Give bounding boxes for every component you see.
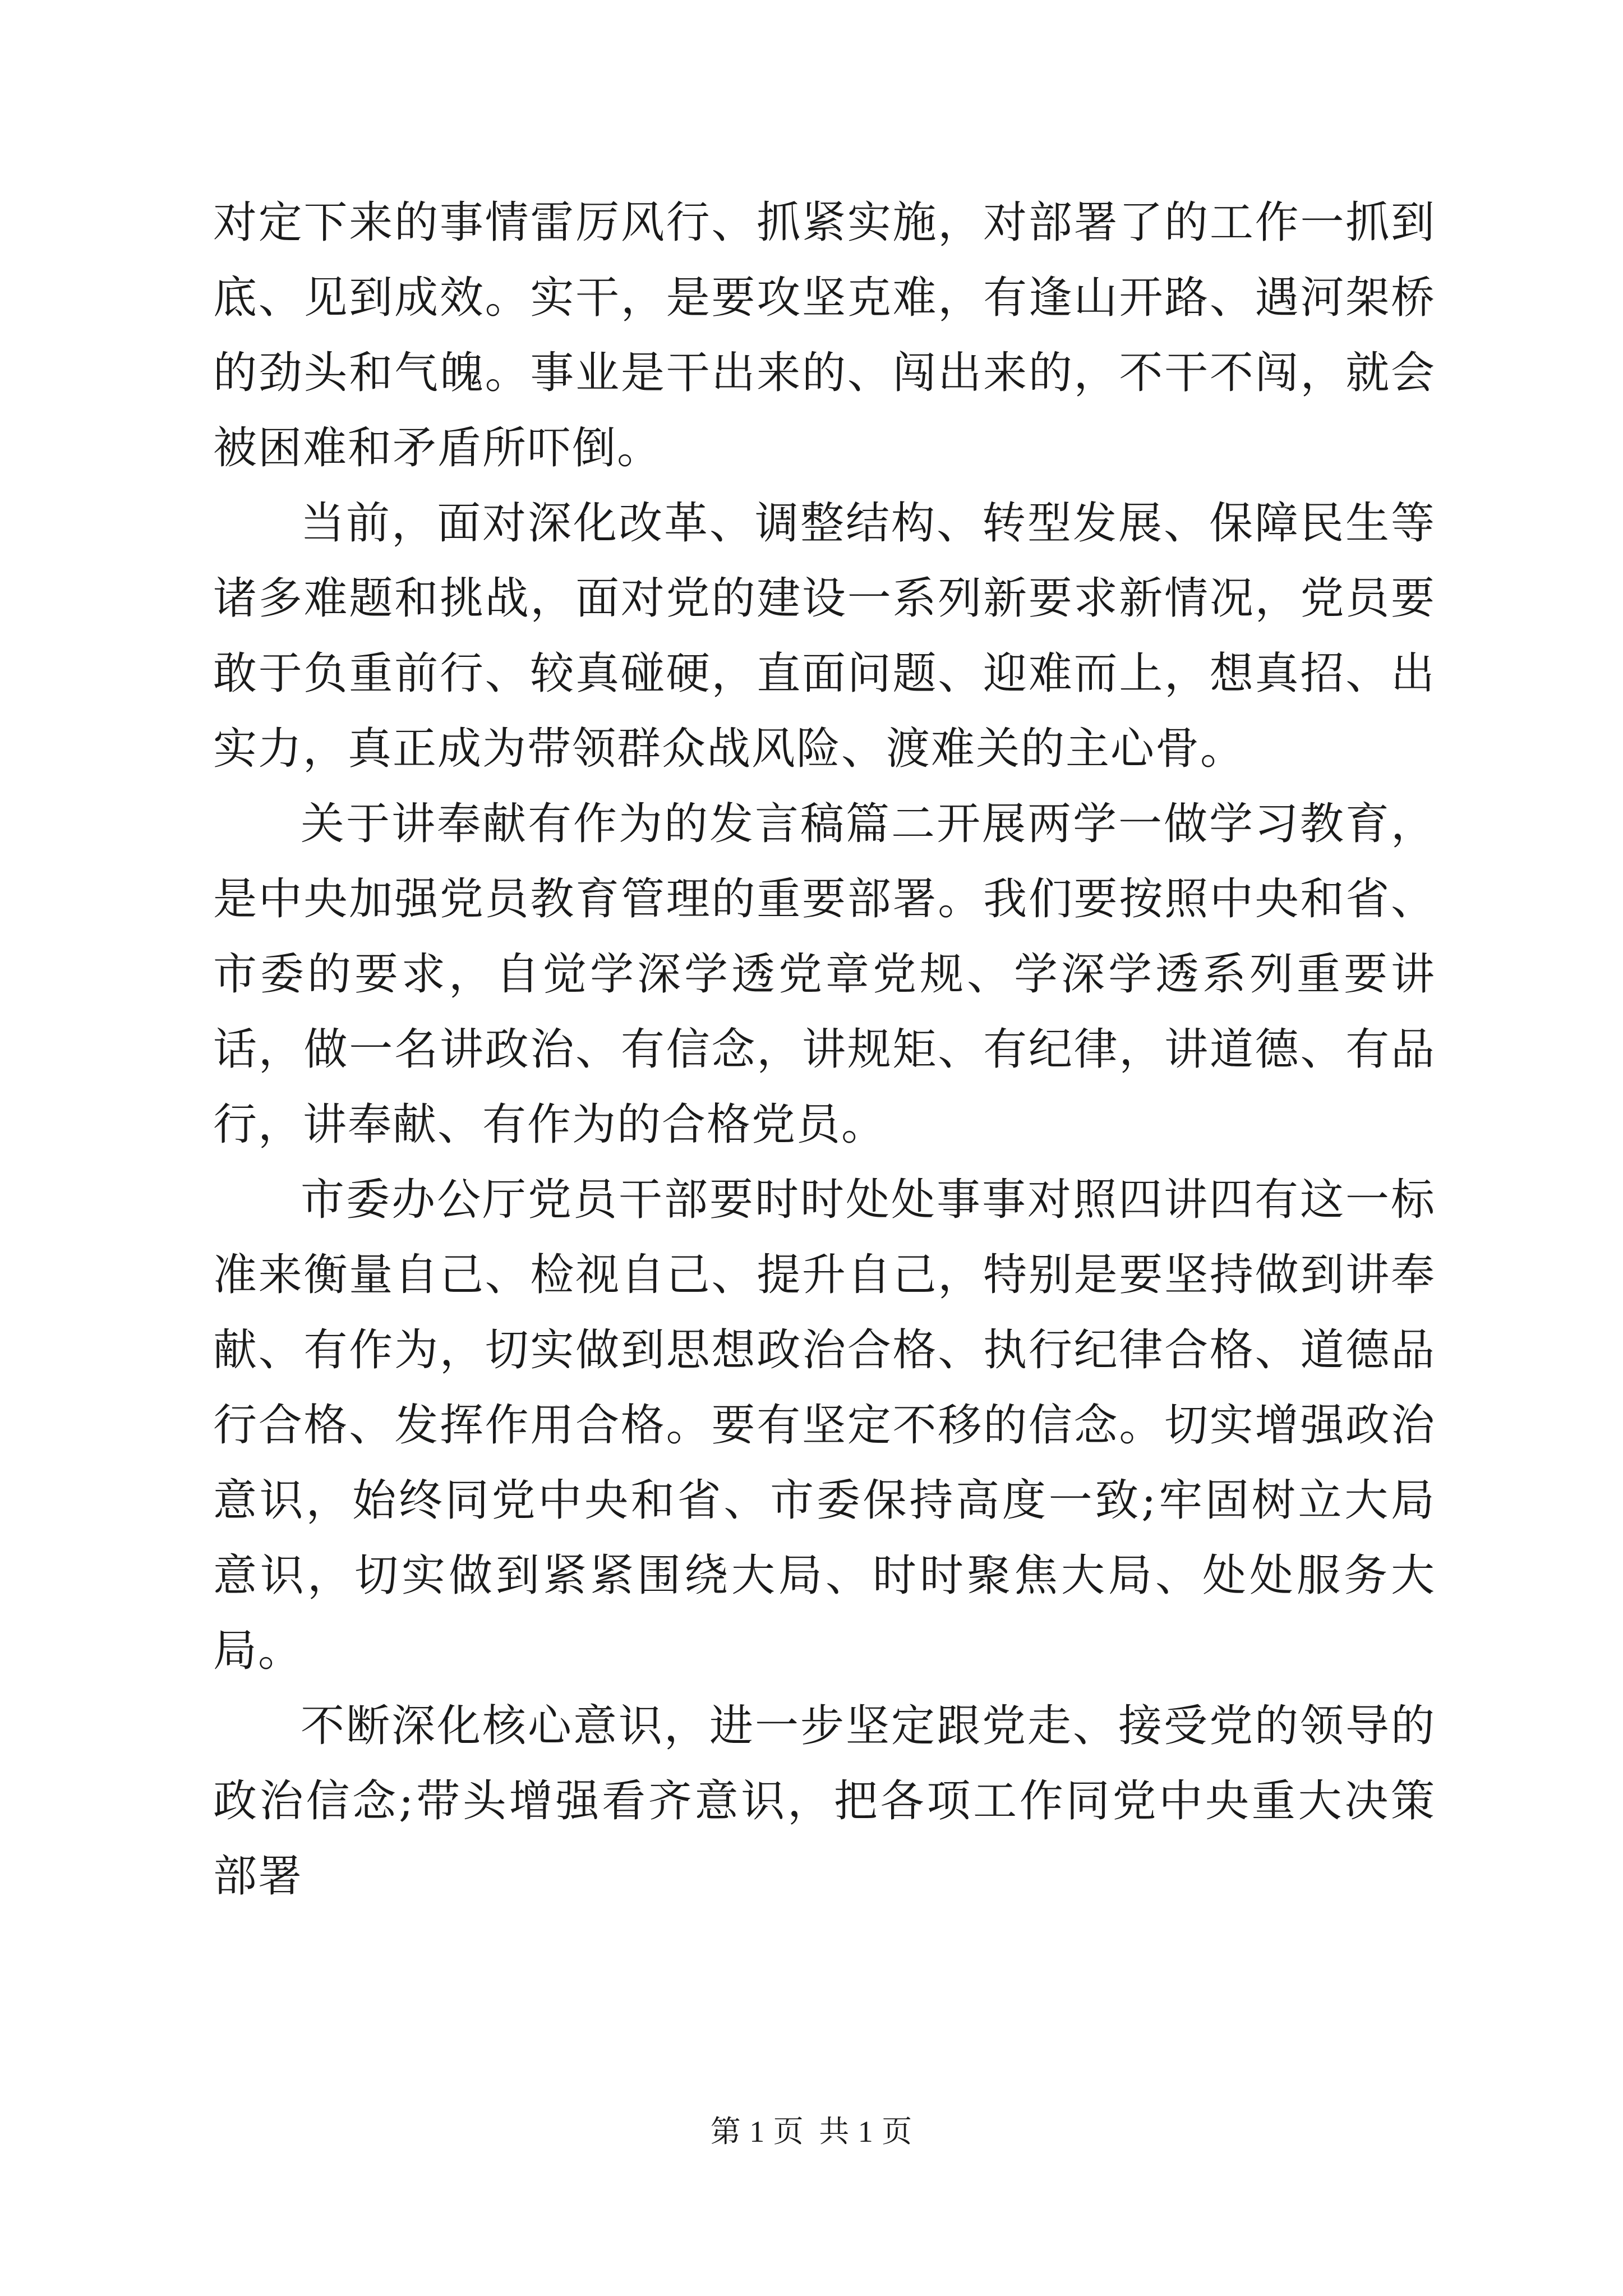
document-body [213,185,1436,1914]
paragraph-2: 当前，面对深化改革、调整结构、转型发展、保障民生等诸多难题和挑战，面对党的建设一系列新要求新情况，党员要敢于负重前行、较真碰硬，直面问题、迎难而上，想真招、出实力，真正成为带领群众战风险、渡难关的主心骨。 [213,498,1436,774]
page-total: 共 1 页 [819,2115,913,2148]
paragraph-3: 关于讲奉献有作为的发言稿篇二开展两学一做学习教育，是中央加强党员教育管理的重要部署。我们要按照中央和省、市委的要求，自觉学深学透党章党规、学深学透系列重要讲话，做一名讲政治、有信念，讲规矩、有纪律，讲道德、有品行，讲奉献、有作为的合格党员。 [213,799,1436,1150]
paragraph-1: 对定下来的事情雷厉风行、抓紧实施，对部署了的工作一抓到底、见到成效。实干，是要攻坚克难，有逢山开路、遇河架桥的劲头和气魄。事业是干出来的、闯出来的，不干不闯，就会被困难和矛盾所吓倒。 [213,197,1436,473]
page-number: 第 1 页 [710,2115,804,2148]
paragraph-5: 不断深化核心意识，进一步坚定跟党走、接受党的领导的政治信念;带头增强看齐意识，把各项工作同党中央重大决策部署 [213,1701,1436,1902]
paragraph-4: 市委办公厅党员干部要时时处处事事对照四讲四有这一标准来衡量自己、检视自己、提升自己，特别是要坚持做到讲奉献、有作为，切实做到思想政治合格、执行纪律合格、道德品行合格、发挥作用合格。要有坚定不移的信念。切实增强政治意识，始终同党中央和省、市委保持高度一致;牢固树立大局意识，切实做到紧紧围绕大局、时时聚焦大局、处处服务大局。 [213,1175,1436,1676]
page-footer [0,2109,1623,2154]
